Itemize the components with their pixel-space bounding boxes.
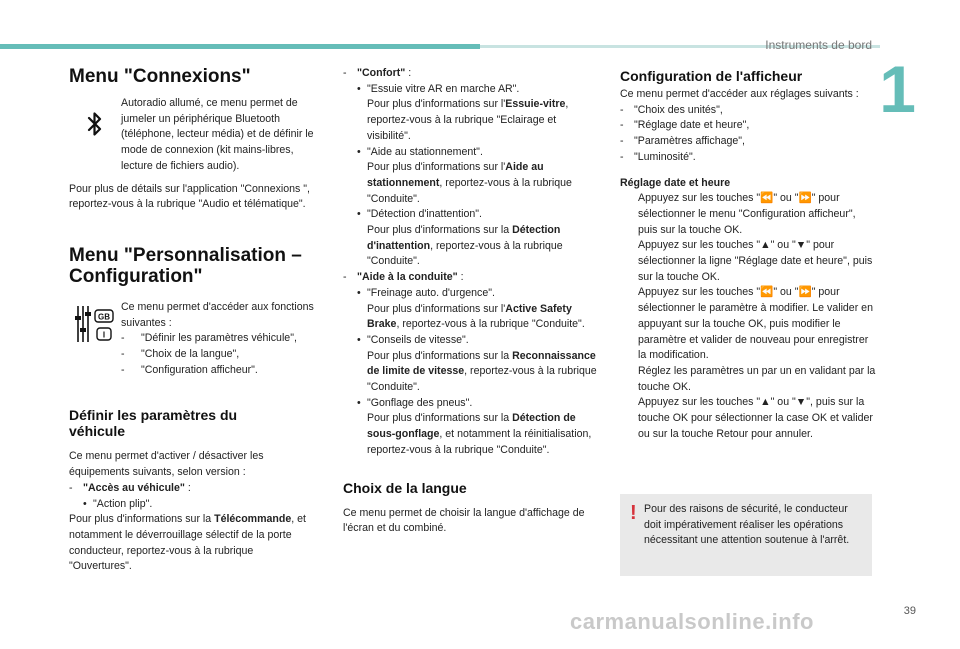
arrow-icon (620, 395, 638, 442)
arrow-icon (620, 364, 638, 395)
gonflage-note: Pour plus d'informations sur la Détection de sous-gonflage, et notamment la réinitialisation, reportez-vous à la rubrique "Conduite". (367, 412, 592, 456)
warning-icon: ! (630, 502, 637, 524)
langue-heading: Choix de la langue (343, 479, 467, 496)
params-intro: Ce menu permet d'activer / désactiver les équipements suivants, selon version : (69, 450, 264, 479)
essuie-note: Pour plus d'informations sur l'Essuie-vitre, reportez-vous à la rubrique "Eclairage et visibilité". (367, 98, 569, 142)
action-plip-item: • "Action plip". (93, 497, 319, 513)
step-item: Réglez les paramètres un par un en validant par la touche OK. (620, 364, 876, 395)
safety-warning-text: Pour des raisons de sécurité, le conducteur doit impérativement réaliser les opérations nécessitant une attention soutenue à l'arrêt. (644, 503, 850, 547)
aide-note: Pour plus d'informations sur l'Aide au stationnement, reportez-vous à la rubrique "Conduite". (367, 161, 572, 205)
perso-item: "Choix de la langue", (141, 348, 240, 361)
settings-language-icon (69, 300, 121, 379)
perso-block: GB I Ce menu permet d'accéder aux fonctions suivantes : - "Définir les paramètres véhicule", - "Choix de la langue", - "Configuration afficheur". (69, 300, 319, 379)
params-heading (69, 407, 319, 439)
page-number: 39 (903, 605, 916, 617)
confort-label: "Confort" (357, 67, 406, 79)
column-right: Configuration de l'afficheur Ce menu permet d'accéder aux réglages suivants : - "Choix des unités", - "Réglage date et heure", - "Paramètres affichage", - "Luminosité". Réglage date et heure Appuyez sur les touches "⏪" ou "⏩" pour sélectionner le menu "Configuration afficheur", puis sur la touche OK. Appuyez sur les touches "▲" ou "▼" pour sélectionner la ligne "Réglage date et heure", puis sur la touche OK. Appuyez sur les touches "⏪" ou "⏩" pour sélectionner le paramètre à modifier. Le valider en appuyant sur la touche OK, puis modifier le paramètre et valider de nouveau pour enregistrer la modification. Réglez les paramètres un par un en validant par la touche OK. Appuyez sur les touches "▲" ou "▼", puis sur la touche OK pour sélectionner la case OK et valider ou sur la touche Retour pour annuler. (620, 66, 876, 442)
section-title: Instruments de bord (765, 38, 872, 52)
perso-item: "Configuration afficheur". (141, 363, 258, 376)
column-left: Menu "Connexions" Autoradio allumé, ce menu permet de jumeler un périphérique Bluetooth (téléphone, lecteur média) et de définir le mode de connexion (kit mains-libres, lecture de fichiers audio). Pour plus de détails sur l'application "Connexions ", reportez-vous à la rubrique "Audio et télématique". Menu "Personnalisation – Configuration" GB I Ce menu permet d'accéder aux fonctions suivantes : - "Définir les paramètres véhicule", - "Choix de la langue", - "Configuration afficheur". Définir les paramètres du véhicule Ce menu permet d'activer / désactiver les équipements suivants, selon version : - "Accès au véhicule" : • "Action plip". Pour plus d'informations sur la Télécommande, et notamment le déverrouillage sélectif de la porte conducteur, reportez-vous à la rubrique "Ouvertures". (69, 66, 319, 575)
menu-perso-heading-line1: Menu "Personnalisation – (69, 244, 302, 266)
afficheur-item: "Luminosité". (634, 150, 696, 163)
step-item: Appuyez sur les touches "⏪" ou "⏩" pour sélectionner le paramètre à modifier. Le valider en appuyant sur la touche OK, puis modifier le paramètre et valider de nouveau pour enregistrer la modification. (620, 285, 876, 364)
language-label-gb: GB (98, 312, 110, 322)
bluetooth-icon (69, 96, 121, 175)
acces-label: "Accès au véhicule" (83, 481, 185, 494)
afficheur-intro: Ce menu permet d'accéder aux réglages suivants : (620, 88, 859, 100)
chapter-number: 1 (879, 52, 916, 126)
vitesse-item: • "Conseils de vitesse". (367, 333, 599, 349)
afficheur-item: "Réglage date et heure", (634, 119, 750, 132)
conduite-label: "Aide à la conduite" (357, 271, 458, 284)
afficheur-item: "Paramètres affichage", (634, 135, 745, 148)
perso-intro: Ce menu permet d'accéder aux fonctions suivantes : (121, 300, 314, 329)
telecommande-note: Pour plus d'informations sur la Télécommande, et notamment le déverrouillage sélectif de la porte conducteur, reportez-vous à la rubrique "Ouvertures". (69, 513, 306, 573)
arrow-icon (620, 191, 638, 238)
watermark-text: carmanualsonline.info (570, 609, 814, 634)
arrow-icon (620, 285, 638, 364)
menu-perso-heading-line2: Configuration" (69, 265, 203, 287)
params-heading-line2: véhicule (69, 423, 126, 440)
header-accent-bar (0, 44, 480, 49)
langue-text: Ce menu permet de choisir la langue d'affichage de l'écran et du combiné. (343, 506, 585, 535)
connexions-intro: Autoradio allumé, ce menu permet de jumeler un périphérique Bluetooth (téléphone, lecteur média) et de définir le mode de connexion (kit mains-libres, lecture de fichiers audio). (121, 97, 314, 172)
column-middle: - "Confort" : • "Essuie vitre AR en marche AR". Pour plus d'informations sur l'Essuie-vitre, reportez-vous à la rubrique "Eclairage et visibilité". • "Aide au stationnement". Pour plus d'informations sur l'Aide au stationnement, reportez-vous à la rubrique "Conduite". • "Détection d'inattention". Pour plus d'informations sur la Détection d'inattention, reportez-vous à la rubrique "Conduite". - "Aide à la conduite" : • "Freinage auto. d'urgence". Pour plus d'informations sur l'Active Safety Brake, reportez-vous à la rubrique "Conduite". • "Conseils de vitesse". Pour plus d'informations sur la Reconnaissance de limite de vitesse, reportez-vous à la rubrique "Conduite". • "Gonflage des pneus". Pour plus d'informations sur la Détection de sous-gonflage, et notamment la réinitialisation, reportez-vous à la rubrique "Conduite". Choix de la langue Ce menu permet de choisir la langue d'affichage de l'écran et du combiné. (343, 66, 599, 537)
safety-warning-box (620, 494, 872, 576)
params-heading-line1: Définir les paramètres du (69, 407, 238, 424)
connexions-block (69, 96, 319, 175)
menu-perso-heading (69, 245, 319, 287)
connexions-details: Pour plus de détails sur l'application "Connexions ", reportez-vous à la rubrique "Audio et télématique". (69, 182, 310, 211)
detection-note: Pour plus d'informations sur la Détection d'inattention, reportez-vous à la rubrique "Conduite". (367, 224, 563, 268)
perso-item: "Définir les paramètres véhicule", (141, 332, 297, 345)
afficheur-heading: Configuration de l'afficheur (620, 68, 803, 84)
arrow-icon (620, 238, 638, 285)
gonflage-item: • "Gonflage des pneus". (367, 396, 599, 412)
menu-connexions-heading: Menu "Connexions" (69, 66, 251, 87)
step-item: Appuyez sur les touches "⏪" ou "⏩" pour sélectionner le menu "Configuration afficheur", puis sur la touche OK. (620, 191, 876, 238)
freinage-note: Pour plus d'informations sur l'Active Safety Brake, reportez-vous à la rubrique "Conduite". (367, 302, 585, 331)
step-item: Appuyez sur les touches "▲" ou "▼", puis sur la touche OK pour sélectionner la case OK et valider ou sur la touche Retour pour annuler. (620, 395, 876, 442)
detection-item: • "Détection d'inattention". (367, 207, 599, 223)
reglage-steps (620, 191, 876, 442)
afficheur-item: "Choix des unités", (634, 103, 723, 116)
vitesse-note: Pour plus d'informations sur la Reconnaissance de limite de vitesse, reportez-vous à la rubrique "Conduite". (367, 349, 597, 394)
step-item: Appuyez sur les touches "▲" ou "▼" pour sélectionner la ligne "Réglage date et heure", puis sur la touche OK. (620, 238, 876, 285)
aide-item: • "Aide au stationnement". (367, 145, 599, 161)
freinage-item: • "Freinage auto. d'urgence". (367, 286, 599, 302)
language-label-i: I (102, 330, 106, 340)
essuie-item: • "Essuie vitre AR en marche AR". (367, 82, 599, 98)
reglage-heading: Réglage date et heure (620, 176, 731, 189)
